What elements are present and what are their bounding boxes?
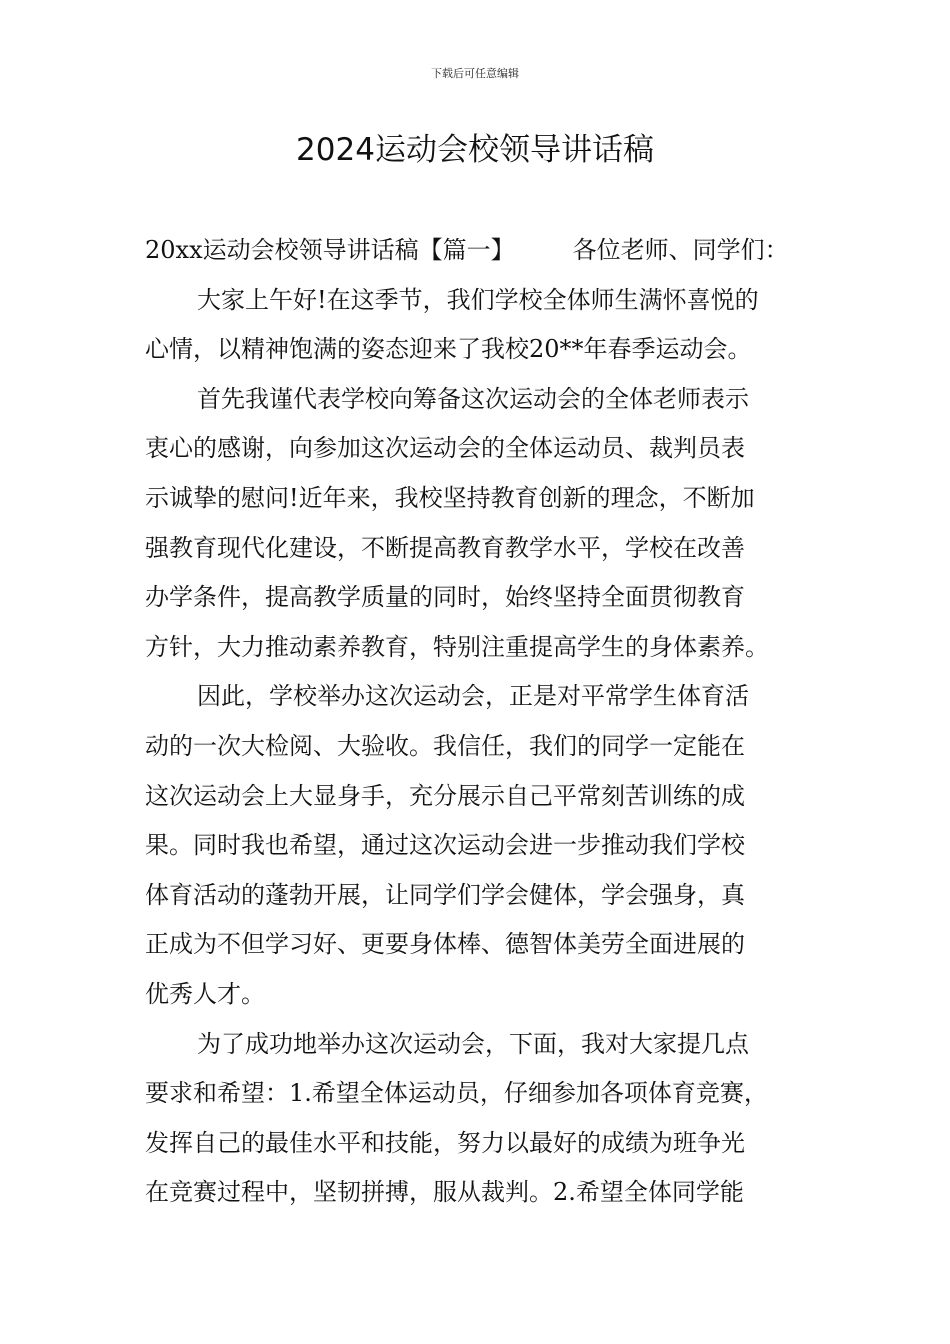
section-heading: 20xx运动会校领导讲话稿【篇一】 (145, 236, 515, 264)
document-body (145, 226, 810, 1218)
text-line: 衷心的感谢，向参加这次运动会的全体运动员、裁判员表 (145, 434, 745, 463)
salutation: 各位老师、同学们： (572, 236, 789, 264)
text-line: 大家上午好!在这季节，我们学校全体师生满怀喜悦的 (197, 285, 759, 314)
text-line: 果。同时我也希望，通过这次运动会进一步推动我们学校 (145, 831, 745, 860)
text-line: 强教育现代化建设，不断提高教育教学水平，学校在改善 (145, 533, 745, 562)
text-line: 这次运动会上大显身手，充分展示自己平常刻苦训练的成 (145, 781, 745, 810)
text-line: 方针，大力推动素养教育，特别注重提高学生的身体素养。 (145, 632, 769, 661)
document-title: 2024运动会校领导讲话稿 (296, 132, 654, 168)
text-line: 正成为不但学习好、更要身体棒、德智体美劳全面进展的 (145, 930, 745, 959)
first-line (145, 226, 810, 276)
text-line: 办学条件，提高教学质量的同时，始终坚持全面贯彻教育 (145, 583, 745, 612)
header-note: 下载后可任意编辑 (431, 67, 519, 80)
text-line: 发挥自己的最佳水平和技能，努力以最好的成绩为班争光 (145, 1128, 745, 1157)
text-line: 心情，以精神饱满的姿态迎来了我校20**年春季运动会。 (145, 335, 752, 364)
text-line: 因此，学校举办这次运动会，正是对平常学生体育活 (197, 682, 749, 711)
text-line: 优秀人才。 (145, 979, 265, 1008)
text-line: 在竞赛过程中，坚韧拼搏，服从裁判。2.希望全体同学能 (145, 1178, 744, 1207)
text-line: 要求和希望：1.希望全体运动员，仔细参加各项体育竞赛， (145, 1079, 768, 1108)
text-line: 示诚挚的慰问!近年来，我校坚持教育创新的理念，不断加 (145, 483, 755, 512)
text-line: 首先我谨代表学校向筹备这次运动会的全体老师表示 (197, 384, 749, 413)
text-line: 为了成功地举办这次运动会，下面，我对大家提几点 (197, 1029, 749, 1058)
text-line: 动的一次大检阅、大验收。我信任，我们的同学一定能在 (145, 731, 745, 760)
text-line: 体育活动的蓬勃开展，让同学们学会健体，学会强身，真 (145, 880, 745, 909)
